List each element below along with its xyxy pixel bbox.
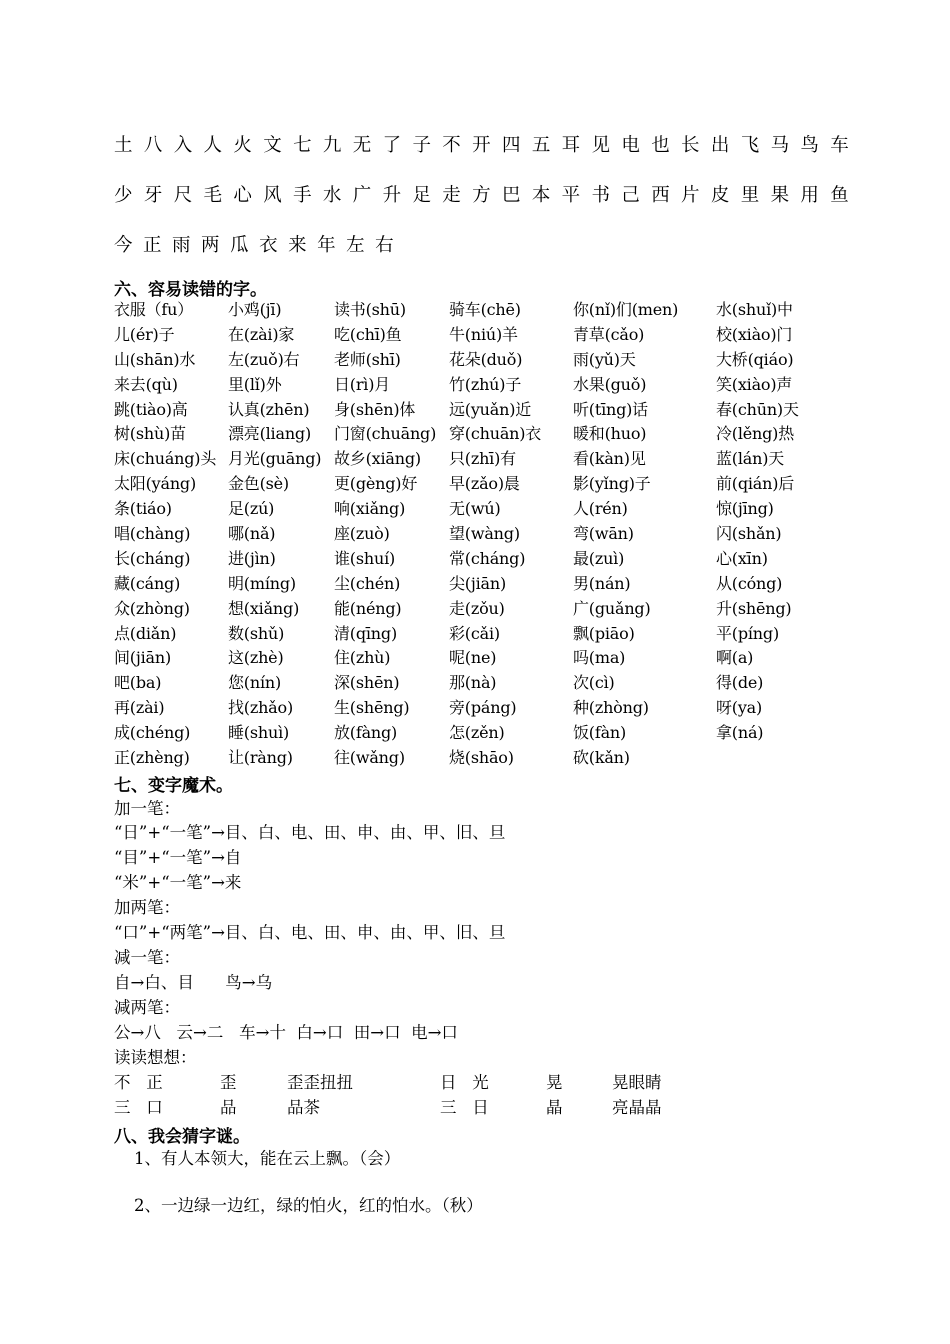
misread-word: 旁(páng)	[449, 698, 517, 718]
char: 车	[830, 135, 849, 156]
char: 皮	[710, 185, 730, 206]
char: 电	[621, 135, 640, 156]
read-think-heading: 读读想想：	[114, 1048, 197, 1067]
char: 尺	[173, 185, 193, 206]
misread-word: 青草(cǎo)	[573, 324, 645, 344]
misread-word: 种(zhòng)	[573, 698, 649, 718]
char: 了	[382, 135, 402, 156]
char: 人	[203, 135, 223, 156]
char: 本	[531, 185, 551, 206]
read-think-cell: 歪歪扭扭	[287, 1073, 353, 1092]
misread-chars-grid	[114, 298, 934, 771]
char: 出	[710, 135, 730, 156]
misread-word: 足(zú)	[228, 499, 275, 519]
misread-word: 花朵(duǒ)	[449, 349, 523, 369]
read-think-cell: 晃	[546, 1073, 563, 1092]
misread-word: 吧(ba)	[114, 673, 162, 693]
misread-word: 春(chūn)天	[716, 399, 799, 419]
misread-word: 再(zài)	[114, 698, 165, 718]
misread-word: 弯(wān)	[573, 524, 634, 544]
misread-word: 月光(guāng)	[228, 449, 322, 469]
misread-word: 这(zhè)	[228, 648, 284, 668]
char: 右	[375, 235, 394, 256]
misread-row	[114, 547, 934, 572]
misread-word: 平(píng)	[716, 623, 779, 643]
misread-word: 惊(jīng)	[716, 499, 774, 519]
char: 年	[317, 235, 336, 256]
misread-word: 望(wàng)	[449, 524, 520, 544]
misread-word: 吃(chī)鱼	[334, 324, 402, 344]
misread-word: 成(chéng)	[114, 723, 191, 743]
misread-word: 藏(cáng)	[114, 573, 181, 593]
misread-word: 睡(shuì)	[228, 723, 290, 743]
misread-word: 住(zhù)	[334, 648, 391, 668]
misread-word: 烧(shāo)	[449, 748, 514, 768]
misread-word: 进(jìn)	[228, 548, 276, 568]
misread-word: 能(néng)	[334, 598, 402, 618]
misread-word: 最(zuì)	[573, 548, 625, 568]
misread-word: 怎(zěn)	[449, 723, 505, 743]
misread-word: 跳(tiào)高	[114, 399, 188, 419]
char: 两	[201, 235, 220, 256]
char: 走	[442, 185, 461, 206]
misread-word: 啊(a)	[716, 648, 754, 668]
char: 耳	[561, 135, 581, 156]
char: 少	[114, 185, 133, 206]
rule-minus-one-heading: 减一笔：	[114, 948, 180, 967]
misread-word: 山(shān)水	[114, 349, 196, 369]
rule-line: “日”+“一笔”→目、白、电、田、申、由、甲、旧、旦	[114, 823, 506, 842]
misread-word: 日(rì)月	[334, 374, 391, 394]
misread-word: 水果(guǒ)	[573, 374, 647, 394]
misread-row	[114, 646, 934, 671]
misread-word: 校(xiào)门	[716, 324, 793, 344]
misread-word: 你(nǐ)们(men)	[573, 300, 679, 319]
char: 里	[740, 185, 760, 206]
read-think-cell: 日 光	[440, 1073, 489, 1092]
misread-word: 饭(fàn)	[573, 723, 627, 743]
misread-row	[114, 323, 934, 348]
riddle-2: 2、一边绿一边红，绿的怕火，红的怕水。（秋）	[134, 1196, 483, 1215]
char: 鱼	[830, 185, 849, 206]
section7-title: 七、变字魔术。	[114, 776, 233, 796]
misread-word: 谁(shuí)	[334, 548, 396, 568]
misread-word: 漂亮(liang)	[228, 424, 312, 444]
misread-word: 前(qián)后	[716, 474, 795, 494]
misread-row	[114, 472, 934, 497]
misread-row	[114, 721, 934, 746]
misread-word: 彩(cǎi)	[449, 623, 500, 643]
char-row-2	[114, 180, 849, 208]
misread-word: 响(xiǎng)	[334, 499, 406, 519]
char: 片	[681, 185, 700, 206]
riddle-1: 1、有人本领大，能在云上飘。（会）	[134, 1149, 401, 1168]
misread-word: 您(nín)	[228, 673, 282, 693]
misread-word: 人(rén)	[573, 499, 628, 519]
misread-word: 众(zhòng)	[114, 598, 190, 618]
char: 土	[114, 135, 133, 156]
misread-word: 门窗(chuāng)	[334, 424, 437, 444]
char: 手	[293, 185, 312, 206]
misread-word: 间(jiān)	[114, 648, 172, 668]
char: 雨	[172, 235, 191, 256]
char: 马	[770, 135, 790, 156]
misread-row	[114, 497, 934, 522]
misread-word: 牛(niú)羊	[449, 324, 518, 344]
misread-word: 拿(ná)	[716, 723, 764, 743]
misread-word: 水(shuǐ)中	[716, 300, 793, 319]
misread-word: 衣服（fu）	[114, 300, 194, 319]
char: 不	[442, 135, 461, 156]
section8-title: 八、我会猜字谜。	[114, 1127, 250, 1147]
misread-row	[114, 422, 934, 447]
misread-word: 升(shēng)	[716, 598, 792, 618]
char-row-1	[114, 130, 849, 158]
char: 足	[412, 185, 431, 206]
misread-word: 太阳(yáng)	[114, 474, 197, 494]
char: 正	[143, 235, 162, 256]
char: 己	[621, 185, 640, 206]
misread-word: 让(ràng)	[228, 748, 293, 768]
misread-row	[114, 398, 934, 423]
misread-word: 影(yǐng)子	[573, 474, 651, 494]
char: 无	[352, 135, 372, 156]
char: 左	[346, 235, 365, 256]
misread-word: 广(guǎng)	[573, 598, 651, 618]
misread-word: 得(de)	[716, 673, 764, 693]
misread-word: 树(shù)苗	[114, 424, 186, 444]
rule-line: 公→八 云→二 车→十 白→口 田→口 电→口	[114, 1023, 458, 1042]
misread-row	[114, 522, 934, 547]
misread-word: 里(lǐ)外	[228, 374, 282, 394]
char: 鸟	[800, 135, 819, 156]
misread-word: 在(zài)家	[228, 324, 295, 344]
misread-row	[114, 696, 934, 721]
misread-row	[114, 572, 934, 597]
misread-word: 数(shǔ)	[228, 623, 285, 643]
read-think-cell: 不 正	[114, 1073, 163, 1092]
misread-row	[114, 348, 934, 373]
misread-word: 暖和(huo)	[573, 424, 647, 444]
misread-word: 座(zuò)	[334, 524, 390, 544]
char: 八	[143, 135, 163, 156]
char: 果	[770, 185, 790, 206]
char: 入	[173, 135, 193, 156]
char: 巴	[501, 185, 521, 206]
char: 文	[263, 135, 282, 156]
char: 用	[800, 185, 819, 206]
misread-word: 来去(qù)	[114, 374, 178, 394]
misread-word: 呢(ne)	[449, 648, 497, 668]
char: 西	[651, 185, 670, 206]
char: 瓜	[230, 235, 249, 256]
char: 五	[531, 135, 551, 156]
char: 升	[382, 185, 402, 206]
misread-word: 老师(shī)	[334, 349, 401, 369]
misread-word: 儿(ér)子	[114, 324, 175, 344]
misread-word: 想(xiǎng)	[228, 598, 300, 618]
char: 九	[322, 135, 342, 156]
misread-word: 砍(kǎn)	[573, 748, 630, 768]
char: 长	[681, 135, 700, 156]
misread-word: 清(qīng)	[334, 623, 397, 643]
misread-word: 骑车(chē)	[449, 300, 521, 319]
misread-word: 长(cháng)	[114, 548, 191, 568]
misread-word: 飘(piāo)	[573, 623, 635, 643]
misread-word: 金色(sè)	[228, 474, 289, 494]
misread-word: 床(chuáng)头	[114, 449, 217, 469]
char-row-3	[114, 230, 849, 258]
misread-word: 认真(zhēn)	[228, 399, 310, 419]
char: 来	[288, 235, 307, 256]
misread-word: 小鸡(jī)	[228, 300, 282, 319]
read-think-cell: 歪	[220, 1073, 237, 1092]
char: 火	[233, 135, 252, 156]
misread-word: 吗(ma)	[573, 648, 626, 668]
char: 四	[501, 135, 521, 156]
misread-word: 早(zǎo)晨	[449, 474, 520, 494]
misread-word: 次(cì)	[573, 673, 615, 693]
misread-word: 哪(nǎ)	[228, 524, 276, 544]
char: 心	[233, 185, 252, 206]
misread-word: 雨(yǔ)天	[573, 349, 636, 369]
misread-word: 闪(shǎn)	[716, 524, 782, 544]
misread-word: 放(fàng)	[334, 723, 398, 743]
rule-add-two-heading: 加两笔：	[114, 898, 180, 917]
char: 见	[591, 135, 611, 156]
read-think-cell: 三 日	[440, 1098, 489, 1117]
misread-word: 尖(jiān)	[449, 573, 507, 593]
char: 方	[472, 185, 491, 206]
misread-word: 读书(shū)	[334, 300, 406, 319]
misread-word: 竹(zhú)子	[449, 374, 522, 394]
read-think-cell: 三 口	[114, 1098, 163, 1117]
misread-row	[114, 622, 934, 647]
char: 子	[412, 135, 431, 156]
read-think-cell: 品	[220, 1098, 237, 1117]
misread-row	[114, 746, 934, 771]
rule-line: 自→白、目 鸟→乌	[114, 973, 273, 992]
misread-word: 正(zhèng)	[114, 748, 190, 768]
misread-word: 深(shēn)	[334, 673, 400, 693]
misread-word: 远(yuǎn)近	[449, 399, 532, 419]
char: 开	[472, 135, 491, 156]
char: 风	[263, 185, 282, 206]
misread-word: 那(nà)	[449, 673, 497, 693]
char: 广	[352, 185, 372, 206]
char: 书	[591, 185, 611, 206]
misread-word: 大桥(qiáo)	[716, 349, 794, 369]
misread-word: 条(tiáo)	[114, 499, 172, 519]
misread-word: 蓝(lán)天	[716, 449, 785, 469]
char: 今	[114, 235, 133, 256]
misread-word: 看(kàn)见	[573, 449, 646, 469]
rule-minus-two-heading: 减两笔：	[114, 998, 180, 1017]
misread-word: 故乡(xiāng)	[334, 449, 421, 469]
char: 水	[322, 185, 342, 206]
read-think-cell: 晶	[546, 1098, 563, 1117]
char: 飞	[740, 135, 760, 156]
misread-word: 男(nán)	[573, 573, 631, 593]
char: 毛	[203, 185, 223, 206]
char: 牙	[143, 185, 163, 206]
misread-row	[114, 447, 934, 472]
misread-word: 生(shēng)	[334, 698, 410, 718]
misread-word: 常(cháng)	[449, 548, 526, 568]
misread-word: 无(wú)	[449, 499, 501, 519]
misread-word: 往(wǎng)	[334, 748, 405, 768]
misread-row	[114, 298, 934, 323]
misread-word: 只(zhī)有	[449, 449, 516, 469]
misread-word: 点(diǎn)	[114, 623, 177, 643]
rule-line: “米”+“一笔”→来	[114, 873, 242, 892]
read-think-cell: 晃眼睛	[612, 1073, 662, 1092]
char: 衣	[259, 235, 278, 256]
section6-title: 六、容易读错的字。	[114, 280, 267, 300]
rule-add-one-heading: 加一笔：	[114, 799, 180, 818]
misread-word: 左(zuǒ)右	[228, 349, 300, 369]
rule-line: “口”+“两笔”→目、白、电、田、申、由、甲、旧、旦	[114, 923, 506, 942]
char: 也	[651, 135, 670, 156]
misread-word: 找(zhǎo)	[228, 698, 293, 718]
misread-word: 穿(chuān)衣	[449, 424, 542, 444]
misread-word: 呀(ya)	[716, 698, 763, 718]
read-think-cell: 亮晶晶	[612, 1098, 662, 1117]
misread-word: 唱(chàng)	[114, 524, 191, 544]
misread-word: 明(míng)	[228, 573, 296, 593]
misread-word: 听(tīng)话	[573, 399, 648, 419]
misread-word: 走(zǒu)	[449, 598, 505, 618]
misread-row	[114, 373, 934, 398]
misread-word: 身(shēn)体	[334, 399, 416, 419]
rule-line: “目”+“一笔”→自	[114, 848, 242, 867]
misread-word: 尘(chén)	[334, 573, 401, 593]
read-think-cell: 品茶	[287, 1098, 320, 1117]
misread-word: 更(gèng)好	[334, 474, 418, 494]
misread-word: 从(cóng)	[716, 573, 783, 593]
char: 平	[561, 185, 581, 206]
char: 七	[293, 135, 312, 156]
misread-word: 心(xīn)	[716, 548, 768, 568]
misread-row	[114, 597, 934, 622]
misread-word: 冷(lěng)热	[716, 424, 795, 444]
misread-word: 笑(xiào)声	[716, 374, 793, 394]
misread-row	[114, 671, 934, 696]
